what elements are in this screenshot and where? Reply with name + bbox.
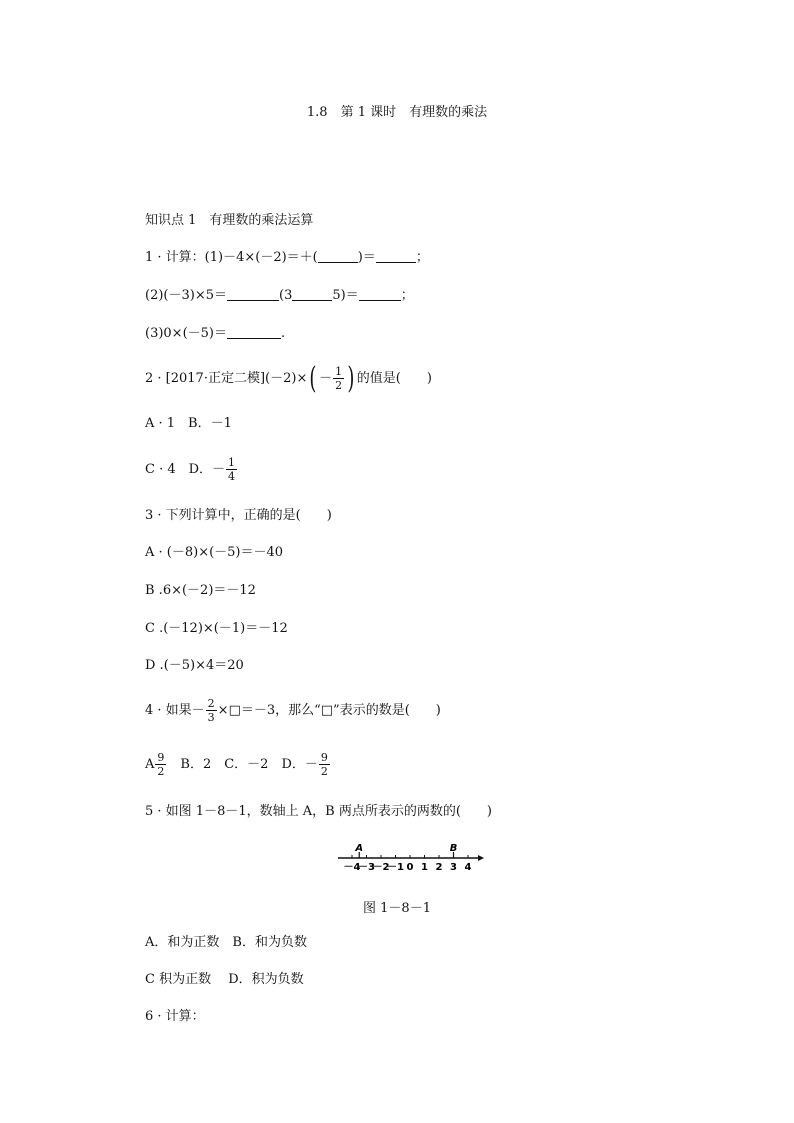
q1-text: (2)(－3)×5＝: [145, 288, 227, 303]
q5-text: 5 · 如图 1－8－1，数轴上 A，B 两点所表示的两数的(: [145, 804, 461, 819]
tick-label: －2: [372, 862, 390, 873]
numerator: 2: [207, 697, 215, 710]
arrow-head-icon: [478, 855, 484, 861]
number-line-points: [354, 843, 457, 858]
tick-label: 0: [406, 862, 414, 873]
q4-text: ×□＝－3，那么“□”表示的数是(: [217, 703, 410, 718]
question-2-options-ab: A · 1 B．－1: [145, 416, 232, 431]
answer-blank[interactable]: [318, 250, 358, 263]
q3-close: ): [326, 508, 332, 523]
denominator: 2: [335, 379, 343, 392]
question-2: [145, 362, 432, 396]
point-b-label: B: [449, 843, 458, 854]
question-1-line-2: [145, 288, 414, 304]
q1-text: (3)0×(－5)＝: [145, 326, 227, 341]
q4-options-bd: B．2 C．－2 D．－: [180, 757, 318, 772]
answer-blank[interactable]: [227, 288, 279, 301]
tick-label: 2: [435, 862, 443, 873]
denominator: 3: [207, 711, 215, 724]
question-4-options: [145, 748, 331, 782]
question-1-line-3: [145, 326, 285, 342]
question-5: [145, 804, 492, 820]
right-paren: ): [347, 360, 355, 396]
number-line-figure: [330, 838, 500, 878]
numerator: 9: [157, 751, 165, 764]
question-5-options-cd: C 积为正数 D．积为负数: [145, 972, 304, 987]
fraction: [155, 751, 166, 778]
answer-blank[interactable]: [227, 326, 281, 339]
q2-text: 2 · [2017·正定二模](－2)×: [145, 371, 308, 386]
numerator: 9: [320, 751, 328, 764]
fraction: [319, 751, 330, 778]
fraction: [333, 365, 344, 392]
q4-text: 4 · 如果－: [145, 703, 205, 718]
q1-text: ；: [400, 288, 414, 303]
tick-label: －4: [343, 862, 361, 873]
q1-text: (3: [279, 288, 293, 303]
fraction: [206, 697, 217, 724]
left-paren: (: [309, 360, 317, 396]
question-1-line-1: [145, 250, 429, 266]
q2-close: ): [426, 371, 432, 386]
question-5-options-ab: A．和为正数 B．和为负数: [145, 935, 307, 950]
answer-blank[interactable]: [292, 288, 332, 301]
q2-sign: －: [319, 371, 333, 386]
tick-label: 4: [464, 862, 472, 873]
answer-blank[interactable]: [376, 250, 416, 263]
denominator: 2: [157, 765, 165, 778]
section-heading: 知识点 1 有理数的乘法运算: [145, 213, 314, 228]
q1-text: 1 · 计算：(1)－4×(－2)＝＋(: [145, 250, 318, 265]
q4-close: ): [435, 703, 441, 718]
q1-text: )＝: [357, 250, 376, 265]
question-3: [145, 508, 332, 524]
question-3-option-b: B .6×(－2)＝－12: [145, 583, 256, 598]
question-2-options-cd: [145, 454, 238, 486]
q2-text: 的值是(: [356, 371, 401, 386]
denominator: 2: [320, 765, 328, 778]
q2-option-text: C · 4 D．－: [145, 462, 226, 477]
question-6: 6 · 计算：: [145, 1009, 205, 1024]
question-4: [145, 694, 441, 728]
q1-text: .: [281, 326, 286, 341]
tick-label: 3: [450, 862, 457, 873]
numerator: 1: [335, 365, 343, 378]
denominator: 4: [228, 470, 236, 483]
question-3-option-c: C .(－12)×(－1)＝－12: [145, 621, 288, 636]
q4-option-a: A: [145, 757, 155, 772]
tick-label: －3: [358, 862, 375, 873]
tick-label: －1: [387, 862, 404, 873]
question-3-option-d: D .(－5)×4＝20: [145, 658, 244, 673]
point-a-label: A: [355, 843, 364, 854]
tick-label: 1: [421, 862, 428, 873]
q1-text: 5)＝: [332, 288, 359, 303]
numerator: 1: [228, 456, 236, 469]
q3-text: 3 · 下列计算中，正确的是(: [145, 508, 301, 523]
figure-caption: 图 1－8－1: [363, 901, 431, 916]
answer-blank[interactable]: [359, 288, 401, 301]
page-title: 1.8 第 1 课时 有理数的乘法: [306, 105, 488, 120]
q5-close: ): [486, 804, 492, 819]
q1-text: ；: [415, 250, 429, 265]
fraction: [226, 456, 237, 483]
question-3-option-a: A · (－8)×(－5)＝－40: [145, 545, 284, 560]
